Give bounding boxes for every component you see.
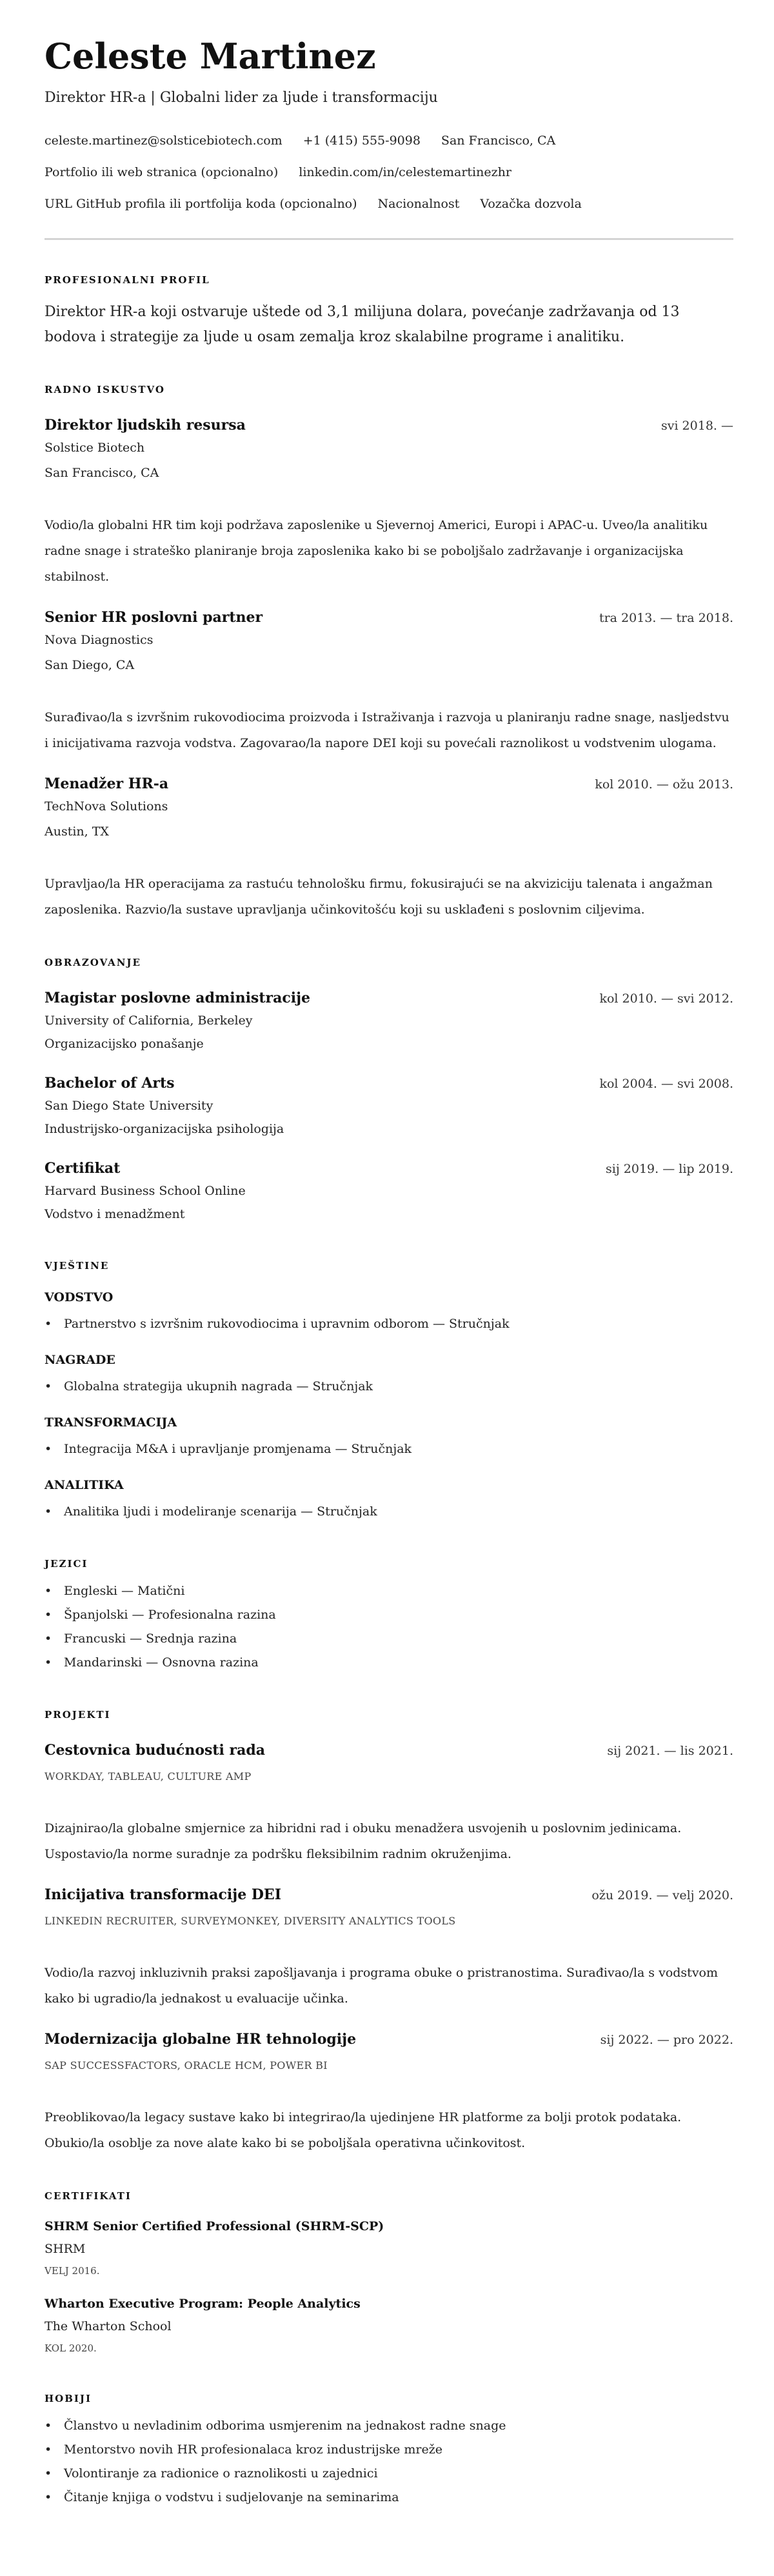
field-of-study: Vodstvo i menadžment [45, 1207, 185, 1221]
entry-title: Direktor ljudskih resursa [45, 417, 246, 434]
contact-row [45, 188, 733, 220]
portfolio-link[interactable]: Portfolio ili web stranica (opcionalno) [45, 165, 279, 179]
section-heading: CERTIFIKATI [45, 2190, 132, 2202]
section-heading: HOBIJI [45, 2393, 92, 2404]
entry-title-row [45, 606, 733, 628]
language-item: • Engleski — Matični [45, 1579, 733, 1603]
school-name: Harvard Business School Online [45, 1184, 246, 1198]
entry-title-row [45, 2028, 733, 2050]
language-item: • Španjolski — Profesionalna razina [45, 1603, 733, 1627]
entry-title-row [45, 1072, 733, 1094]
skill-list [45, 1375, 733, 1399]
education-entry [45, 1157, 733, 1226]
entry-title: Cestovnica budućnosti rada [45, 1742, 266, 1759]
skill-item: • Analitika ljudi i modeliranje scenarija — Stručnjak [45, 1500, 733, 1524]
certificate-date: VELJ 2016. [45, 2265, 100, 2277]
candidate-name: Celeste Martinez [45, 35, 376, 77]
resume-header [45, 34, 733, 220]
header-divider [45, 238, 733, 240]
location: San Francisco, CA [441, 134, 556, 148]
job-description: Vodio/la globalni HR tim koji podržava zaposlenike u Sjevernoj Americi, Europi i APAC-u. Uveo/la analitiku radne snage i strateško planiranje broja zaposlenika kako bi se poboljšalo zadržavanje i organizacijska stabilnost. [45, 518, 708, 584]
language-item: • Francuski — Srednja razina [45, 1627, 733, 1651]
github-link[interactable]: URL GitHub profila ili portfolija koda (opcionalno) [45, 197, 357, 211]
skill-group-heading: NAGRADE [45, 1353, 115, 1367]
entry-date: sij 2021. — lis 2021. [607, 1744, 733, 1758]
project-tools: WORKDAY, TABLEAU, CULTURE AMP [45, 1770, 252, 1782]
email-link[interactable]: celeste.martinez@solsticebiotech.com [45, 134, 283, 148]
contact-info [45, 125, 733, 220]
certificate-date: KOL 2020. [45, 2342, 97, 2354]
contact-row [45, 157, 733, 188]
project-tools: LINKEDIN RECRUITER, SURVEYMONKEY, DIVERSITY ANALYTICS TOOLS [45, 1915, 456, 1927]
certificate-title: Wharton Executive Program: People Analytics [45, 2297, 361, 2311]
hobby-item: • Volontiranje za radionice o raznolikosti u zajednici [45, 2462, 733, 2486]
certificates-section [45, 2188, 733, 2359]
section-heading: RADNO ISKUSTVO [45, 384, 165, 395]
project-entry [45, 1884, 733, 2012]
experience-entry [45, 606, 733, 756]
drivers-license: Vozačka dozvola [480, 197, 582, 211]
skill-item: • Integracija M&A i upravljanje promjenama — Stručnjak [45, 1437, 733, 1461]
skill-list [45, 1437, 733, 1461]
experience-section [45, 382, 733, 923]
skill-item: • Globalna strategija ukupnih nagrada — Stručnjak [45, 1375, 733, 1399]
school-name: University of California, Berkeley [45, 1013, 253, 1028]
entry-title-row [45, 1884, 733, 1906]
languages-section [45, 1556, 733, 1675]
linkedin-link[interactable]: linkedin.com/in/celestemartinezhr [299, 165, 511, 179]
certificate-issuer: SHRM [45, 2242, 86, 2256]
entry-date: sij 2022. — pro 2022. [600, 2033, 733, 2047]
skill-group-heading: ANALITIKA [45, 1478, 124, 1492]
education-section [45, 955, 733, 1226]
project-entry [45, 1739, 733, 1867]
entry-date: kol 2004. — svi 2008. [599, 1077, 733, 1091]
entry-title: Inicijativa transformacije DEI [45, 1886, 281, 1903]
entry-date: ožu 2019. — velj 2020. [591, 1888, 733, 1902]
company-name: Nova Diagnostics [45, 633, 154, 647]
entry-date: kol 2010. — ožu 2013. [595, 777, 733, 792]
section-heading: VJEŠTINE [45, 1260, 110, 1272]
entry-title: Menadžer HR-a [45, 775, 169, 792]
project-entry [45, 2028, 733, 2156]
hobby-item: • Članstvo u nevladinim odborima usmjerenim na jednakost radne snage [45, 2414, 733, 2438]
skill-item: • Partnerstvo s izvršnim rukovodiocima i upravnim odborom — Stručnjak [45, 1312, 733, 1336]
profile-summary: Direktor HR-a koji ostvaruje uštede od 3,1 milijuna dolara, povećanje zadržavanja od 13 bodova i strategije za ljude u osam zemalja kroz skalabilne programe i analitiku. [45, 304, 680, 345]
entry-title-row [45, 987, 733, 1009]
experience-entry [45, 414, 733, 590]
section-heading: OBRAZOVANJE [45, 957, 141, 968]
nationality: Nacionalnost [377, 197, 460, 211]
job-location: Austin, TX [45, 824, 109, 839]
language-item: • Mandarinski — Osnovna razina [45, 1651, 733, 1675]
education-entry [45, 987, 733, 1055]
education-entry [45, 1072, 733, 1141]
certificate-entry [45, 2293, 733, 2359]
skill-list [45, 1500, 733, 1524]
job-description: Upravljao/la HR operacijama za rastuću tehnološku firmu, fokusirajući se na akviziciju talenata i angažman zaposlenika. Razvio/la sustave upravljanja učinkovitošću koji su usklađeni s poslovnim ciljevima. [45, 877, 713, 917]
entry-date: kol 2010. — svi 2012. [599, 992, 733, 1006]
entry-title: Magistar poslovne administracije [45, 990, 311, 1006]
profile-section [45, 272, 733, 350]
section-heading: JEZICI [45, 1558, 88, 1570]
skills-section [45, 1258, 733, 1524]
projects-section [45, 1707, 733, 2156]
entry-date: svi 2018. — [660, 419, 733, 433]
project-description: Vodio/la razvoj inkluzivnih praksi zapošljavanja i programa obuke o pristranostima. Surađivao/la s vodstvom kako bi ugradio/la jednakost u evaluacije učinka. [45, 1966, 719, 2006]
section-heading: PROJEKTI [45, 1709, 111, 1721]
job-location: San Francisco, CA [45, 466, 159, 480]
hobby-item: • Mentorstvo novih HR profesionalaca kroz industrijske mreže [45, 2438, 733, 2462]
headline: Direktor HR-a | Globalni lider za ljude i transformaciju [45, 90, 438, 106]
project-description: Preoblikovao/la legacy sustave kako bi integrirao/la ujedinjene HR platforme za bolji protok podataka. Obukio/la osoblje za nove alate kako bi se poboljšala operativna učinkovitost. [45, 2110, 682, 2150]
hobby-item: • Čitanje knjiga o vodstvu i sudjelovanje na seminarima [45, 2486, 733, 2510]
school-name: San Diego State University [45, 1099, 213, 1113]
field-of-study: Organizacijsko ponašanje [45, 1037, 204, 1051]
phone[interactable]: +1 (415) 555-9098 [303, 134, 421, 148]
entry-date: sij 2019. — lip 2019. [606, 1162, 733, 1176]
experience-entry [45, 773, 733, 923]
contact-row [45, 125, 733, 157]
skill-list [45, 1312, 733, 1336]
company-name: TechNova Solutions [45, 799, 168, 814]
section-heading: PROFESIONALNI PROFIL [45, 274, 210, 286]
certificate-title: SHRM Senior Certified Professional (SHRM-SCP) [45, 2219, 384, 2233]
entry-date: tra 2013. — tra 2018. [599, 611, 733, 625]
field-of-study: Industrijsko-organizacijska psihologija [45, 1122, 284, 1136]
skill-group-heading: TRANSFORMACIJA [45, 1415, 177, 1430]
hobbies-section [45, 2391, 733, 2510]
project-description: Dizajnirao/la globalne smjernice za hibridni rad i obuku menadžera usvojenih u poslovnim jedinicama. Uspostavio/la norme suradnje za podršku fleksibilnim radnim okruženjima. [45, 1821, 682, 1861]
job-location: San Diego, CA [45, 658, 135, 672]
entry-title-row [45, 414, 733, 436]
entry-title: Bachelor of Arts [45, 1075, 175, 1092]
skill-group-heading: VODSTVO [45, 1290, 114, 1304]
entry-title-row [45, 1157, 733, 1179]
company-name: Solstice Biotech [45, 441, 145, 455]
certificate-issuer: The Wharton School [45, 2319, 172, 2333]
certificate-entry [45, 2215, 733, 2281]
job-description: Surađivao/la s izvršnim rukovodiocima proizvoda i Istraživanja i razvoja u planiranju radne snage, nasljedstvu i inicijativama razvoja vodstva. Zagovarao/la napore DEI koji su povećali raznolikost u vodstvenim ulogama. [45, 710, 729, 750]
entry-title: Certifikat [45, 1160, 121, 1177]
project-tools: SAP SUCCESSFACTORS, ORACLE HCM, POWER BI [45, 2059, 328, 2072]
entry-title: Senior HR poslovni partner [45, 609, 263, 626]
entry-title-row [45, 773, 733, 795]
entry-title-row [45, 1739, 733, 1761]
entry-title: Modernizacija globalne HR tehnologije [45, 2031, 357, 2048]
